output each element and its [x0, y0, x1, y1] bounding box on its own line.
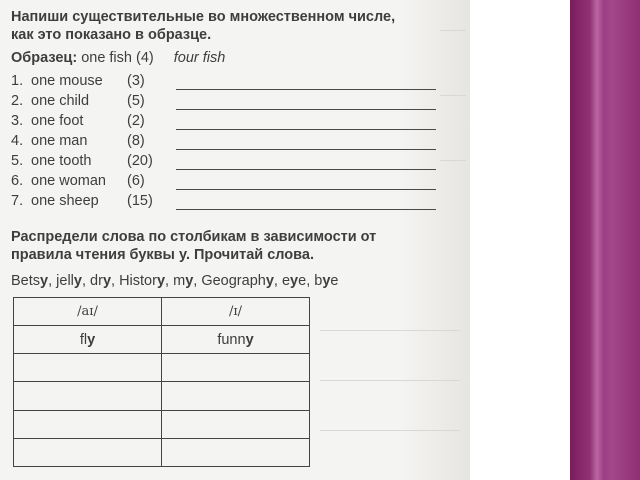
item-count: (6): [127, 173, 145, 189]
exercise-item: [11, 152, 173, 170]
bleed-through-line: [440, 30, 466, 31]
answer-line[interactable]: [176, 89, 436, 90]
bleed-through-line: [320, 430, 460, 431]
sample-row: [11, 49, 225, 67]
word-list: [11, 272, 339, 290]
answer-line[interactable]: [176, 149, 436, 150]
answer-cell[interactable]: [14, 410, 162, 438]
table-row: [14, 326, 310, 354]
table-row: [14, 438, 310, 466]
table-row: [14, 354, 310, 382]
answer-line[interactable]: [176, 109, 436, 110]
item-word: one man: [31, 133, 88, 149]
page-edge-shadow: [400, 0, 470, 480]
item-word: one tooth: [31, 153, 92, 169]
item-number: 4.: [11, 133, 24, 149]
task2-title-text: правила чтения буквы y. Прочитай слова.: [11, 247, 314, 263]
item-count: (2): [127, 113, 145, 129]
purple-highlight-stripe: [590, 0, 604, 480]
answer-cell[interactable]: [162, 438, 310, 466]
answer-cell[interactable]: [14, 438, 162, 466]
answer-line[interactable]: [176, 169, 436, 170]
item-count: (15): [127, 193, 153, 209]
exercise-item: [11, 192, 173, 210]
answer-line[interactable]: [176, 129, 436, 130]
task2-title-line1: Распредели слова по столбикам в зависимости от: [11, 229, 377, 245]
exercise-item: [11, 92, 173, 110]
item-number: 1.: [11, 73, 24, 89]
bleed-through-line: [320, 380, 460, 381]
word-item: bye: [314, 273, 339, 289]
task1-title-line2: как это показано в образце.: [11, 27, 212, 43]
item-count: (3): [127, 73, 145, 89]
answer-cell[interactable]: [162, 354, 310, 382]
answer-cell[interactable]: [14, 382, 162, 410]
sample-phrase: one fish (4): [81, 50, 154, 66]
exercise-item: [11, 172, 173, 190]
answer-cell[interactable]: [14, 354, 162, 382]
item-count: (5): [127, 93, 145, 109]
bleed-through-line: [440, 95, 466, 96]
item-number: 7.: [11, 193, 24, 209]
item-number: 5.: [11, 153, 24, 169]
answer-cell[interactable]: [162, 382, 310, 410]
slide-gap: [470, 0, 570, 480]
item-word: one woman: [31, 173, 106, 189]
word-item: Betsy,: [11, 273, 57, 289]
word-item: Geography,: [201, 273, 282, 289]
exercise-item: [11, 112, 173, 130]
example-cell-right: funny: [162, 326, 310, 354]
word-item: eye,: [281, 273, 315, 289]
word-item: dry,: [90, 273, 120, 289]
header-ai: /aɪ/: [14, 298, 162, 326]
item-word: one child: [31, 93, 90, 109]
sample-answer: four fish: [173, 50, 226, 66]
answer-cell[interactable]: [162, 410, 310, 438]
item-number: 2.: [11, 93, 24, 109]
table-row: [14, 382, 310, 410]
item-word: one sheep: [31, 193, 99, 209]
exercise-item: [11, 72, 173, 90]
exercise-item: [11, 132, 173, 150]
bleed-through-line: [440, 160, 466, 161]
item-word: one mouse: [31, 73, 103, 89]
word-item: my,: [173, 273, 202, 289]
table-row: [14, 410, 310, 438]
answer-line[interactable]: [176, 209, 436, 210]
header-i: /ɪ/: [162, 298, 310, 326]
item-number: 6.: [11, 173, 24, 189]
item-count: (8): [127, 133, 145, 149]
purple-side-bar: [570, 0, 640, 480]
word-item: jelly,: [56, 273, 91, 289]
task1-title-line1: Напиши существительные во множественном числе,: [11, 9, 396, 25]
sorting-table: [13, 297, 310, 467]
item-number: 3.: [11, 113, 24, 129]
word-item: History,: [119, 273, 174, 289]
example-cell-left: fly: [14, 326, 162, 354]
item-count: (20): [127, 153, 153, 169]
task2-title-line2: [11, 246, 314, 264]
answer-line[interactable]: [176, 189, 436, 190]
table-header-row: [14, 298, 310, 326]
item-word: one foot: [31, 113, 84, 129]
bleed-through-line: [320, 330, 460, 331]
sample-label: Образец:: [11, 50, 78, 66]
